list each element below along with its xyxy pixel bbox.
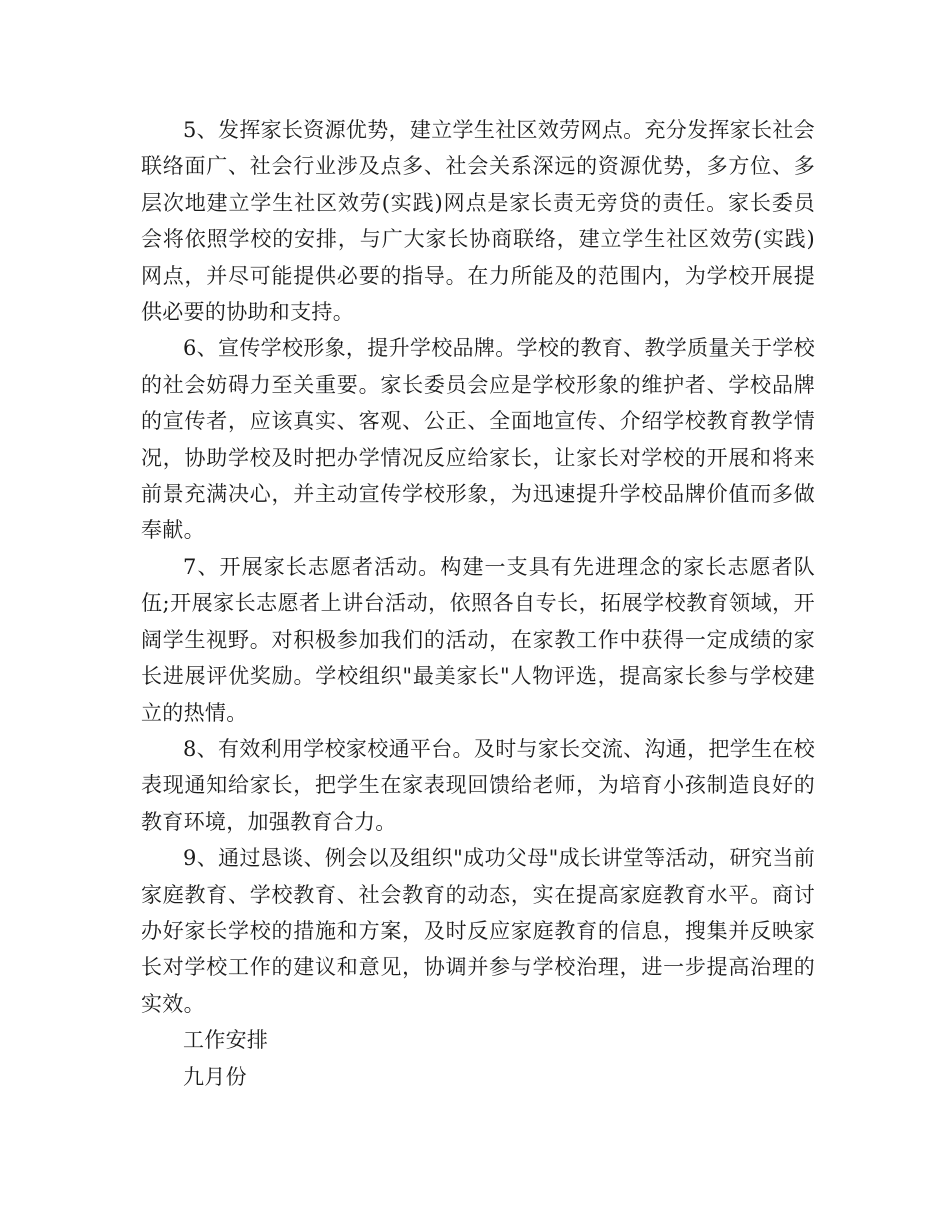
paragraph-item-9: 9、通过恳谈、例会以及组织"成功父母"成长讲堂等活动，研究当前家庭教育、学校教育、社会教育的动态，实在提高家庭教育水平。商讨办好家长学校的措施和方案，及时反应家庭教育的信息，搜集并反映家长对学校工作的建议和意见，协调并参与学校治理，进一步提高治理的实效。 xyxy=(141,846,815,1016)
section-heading-september: 九月份 xyxy=(183,1064,247,1089)
paragraph-item-7: 7、开展家长志愿者活动。构建一支具有先进理念的家长志愿者队伍;开展家长志愿者上讲台活动，依照各自专长，拓展学校教育领域，开阔学生视野。对积极参加我们的活动，在家教工作中获得一定成绩的家长进展评优奖励。学校组织"最美家长"人物评选，提高家长参与学校建立的热情。 xyxy=(141,554,815,725)
section-heading-work-plan: 工作安排 xyxy=(183,1028,269,1053)
paragraph-item-5: 5、发挥家长资源优势，建立学生社区效劳网点。充分发挥家长社会联络面广、社会行业涉及点多、社会关系深远的资源优势，多方位、多层次地建立学生社区效劳(实践)网点是家长责无旁贷的责任。家长委员会将依照学校的安排，与广大家长协商联络，建立学生社区效劳(实践)网点，并尽可能提供必要的指导。在力所能及的范围内，为学校开展提供必要的协助和支持。 xyxy=(141,118,815,325)
paragraph-item-8: 8、有效利用学校家校通平台。及时与家长交流、沟通，把学生在校表现通知给家长，把学生在家表现回馈给老师，为培育小孩制造良好的教育环境，加强教育合力。 xyxy=(141,736,815,834)
paragraph-item-6: 6、宣传学校形象，提升学校品牌。学校的教育、教学质量关于学校的社会妨碍力至关重要。家长委员会应是学校形象的维护者、学校品牌的宣传者，应该真实、客观、公正、全面地宣传、介绍学校教育教学情况，协助学校及时把办学情况反应给家长，让家长对学校的开展和将来前景充满决心，并主动宣传学校形象，为迅速提升学校品牌价值而多做奉献。 xyxy=(141,336,815,543)
document-body xyxy=(141,112,815,1095)
